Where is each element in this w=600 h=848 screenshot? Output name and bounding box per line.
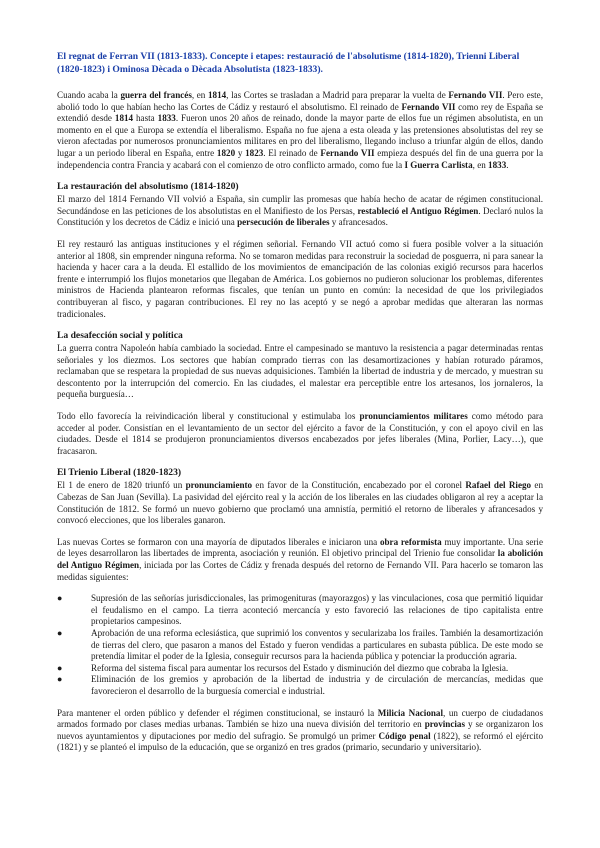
text-run: como método para acceder al poder. Consistían en el levantamiento de un sector del ejército a favor de la Constitución, y con el apoyo civil en las ciudades. Desde el 1814 se produjeron pronunciamientos diversos encabezados por jefes liberales (Mina, Porlier, Lacy…), que fracasaron.	[57, 411, 543, 456]
text-run: . El reinado de	[263, 147, 321, 158]
bullet-icon: ●	[57, 662, 63, 673]
document-title: El regnat de Ferran VII (1813-1833). Concepte i etapes: restauració de l'absolutisme (1814-1820), Trienni Liberal (1820-1823) i Ominosa Dècada o Dècada Absolutista (1823-1833).	[57, 51, 520, 75]
text-run: en Cabezas de San Juan (Sevilla). La pasividad del ejército real y la acción de los liberales en las ciudades obligaron al rey a aceptar la Constitución de 1812. Se formó un nuevo gobierno que proclamó una amnistía, permitió el retorno de liberales y afrancesados y convocó elecciones, que los liberales ganaron.	[57, 480, 543, 526]
bold-term: obra reformista	[379, 536, 442, 547]
bullet-icon: ●	[57, 674, 63, 685]
bold-term: Fernando VII	[401, 101, 456, 112]
bold-term: restableció el Antiguo Régimen	[357, 205, 479, 216]
section-paragraph	[57, 343, 543, 401]
section-paragraph	[57, 480, 543, 526]
bold-term: 1814	[114, 113, 134, 124]
bold-term: persecución de liberales	[237, 217, 330, 228]
list-item-text: Aprobación de una reforma eclesiástica, que suprimió los conventos y secularizaba los frailes. También la desamortización de tierras del clero, que pasaron a manos del Estado y fueron vendidas a particulares en subasta pública. De este modo se pretendía limitar el poder de la Iglesia, conseguir recursos para la hacienda pública y potenciar la producción agraria.	[91, 627, 543, 662]
bold-term: guerra del francés	[120, 90, 192, 100]
list-item	[57, 674, 543, 697]
list-item-text: Reforma del sistema fiscal para aumentar los recursos del Estado y disminución del diezmo que cobraba la Iglesia.	[91, 662, 509, 673]
text-run: y	[235, 147, 246, 158]
bold-term: 1820	[216, 147, 236, 158]
text-run: La guerra contra Napoleón había cambiado la sociedad. Entre el campesinado se mantuvo la resistencia a pagar determinadas rentas señoriales y los diezmos. Los sectores que habían comprado tierras con las desamortizaciones y habían roturado páramos, reclamaban que se respetara la propiedad de sus nuevas adquisiciones. También la libertad de industria y de mercado, y muestran su descontento por la interrupción del comercio. En las ciudades, el malestar era perceptible entre los artesanos, los jornaleros, la pequeña burguesía…	[57, 343, 543, 400]
section-heading: La restauración del absolutismo (1814-1820)	[57, 181, 239, 193]
text-run: . Fueron unos 20 años de reinado, donde la mayor parte de ellos fue un régimen absolutista, en un momento en el que a Europa se extendía el liberalismo. España no fue ajena a esta oleada y las pretensiones absolutistas del rey se vieron afectadas por numerosos pronunciamientos militares en pro del liberalismo, llegando incluso a triunfar algún de ellos, dando lugar a un periodo liberal en España, entre	[57, 113, 544, 158]
bold-term: la abolición del Antiguo Régimen	[57, 548, 543, 570]
bold-term: Código penal	[378, 730, 431, 741]
bold-term: provincias	[424, 719, 465, 730]
text-run: en favor de la Constitución, encabezado por el coronel	[252, 480, 466, 491]
bullet-icon: ●	[57, 593, 63, 604]
text-run: . Pero este, abolió todo lo que habían hecho las Cortes de Cádiz y restauró el absolutismo. El reinado de	[57, 90, 543, 112]
bold-term: 1823	[245, 147, 264, 158]
closing-paragraph	[57, 708, 543, 754]
text-run: como rey de España se extendió desde	[57, 101, 544, 124]
text-run: Cuando acaba la	[57, 90, 121, 100]
text-run: El marzo del 1814 Fernando VII volvió a España, sin cumplir las promesas que había hecho de acatar de régimen constitucional. Secundándose en las peticiones de los absolutistas en el Manifiesto de los Persas,	[57, 194, 543, 216]
text-run: . Declaró nulos la Constitución y los decretos de Cádiz e inició una	[57, 205, 544, 228]
text-run: , las Cortes se trasladan a Madrid para preparar la vuelta de	[226, 90, 449, 100]
bold-term: 1833	[157, 113, 176, 124]
text-run: , un cuerpo de ciudadanos armados formado por clases medias urbanas. También se hizo una nueva división del territorio en	[57, 707, 543, 730]
text-run: .	[506, 159, 509, 170]
text-run: Las nuevas Cortes se formaron con una mayoría de diputados liberales e iniciaron una	[57, 536, 380, 547]
list-item-text: Eliminación de los gremios y aprobación de la libertad de industria y de circulación de mercancías, medidas que favorecieron el desarrollo de la burguesía comercial e industrial.	[91, 674, 543, 696]
bold-term: Milicia Nacional	[377, 707, 443, 718]
section-paragraph	[57, 194, 543, 229]
text-run: , en	[472, 159, 489, 170]
section-paragraph	[57, 239, 543, 320]
bold-term: 1833	[488, 159, 507, 170]
list-item-text: Supresión de las señorías jurisdiccionales, las primogenituras (mayorazgos) y las vinculaciones, cosa que permitió liquidar el feudalismo en el campo. La tierra aconteció mercancía y esto favoreció las relaciones de tipo capitalista entre propietarios campesinos.	[91, 593, 543, 627]
text-run: El rey restauró las antiguas instituciones y el régimen señorial. Fernando VII actuó como si fuera posible volver a la situación anterior al 1808, sin emprender ninguna reforma. No se tomaron medidas para reconstruir la sociedad de posguerra, ni para sanear la hacienda y hacer cara a la deuda. El estallido de los movimientos de emancipación de las colonias exigió recursos para hacerlos frente e interrumpió los flujos monetarios que llegaban de América. Los gobiernos no pudieron solucionar los problemas, diferentes ministros de Hacienda plantearon reformas fiscales, que tenían un punto en común: la necesidad de que los privilegiados contribuyeran al fisco, y pagaran contribuciones. El rey no las aceptó y se negó a aprobar medidas que alteraran las normas tradicionales.	[57, 238, 543, 319]
text-run: , en	[191, 90, 208, 100]
text-run: El 1 de enero de 1820 triunfó un	[57, 480, 186, 491]
text-run: (1822), se reformó el ejército (1821) y se planteó el impulso de la educación, que se organizó en tres grados (primario, secundario y universitario).	[57, 730, 543, 753]
bold-term: Fernando VII	[448, 90, 503, 100]
text-run: y afrancesados.	[329, 217, 388, 228]
text-run: muy importante. Una serie de leyes desarrollaron las libertades de imprenta, asociación y reunión. El objetivo principal del Trienio fue consolidar	[57, 536, 543, 559]
bold-term: 1814	[207, 90, 227, 100]
list-item	[57, 593, 543, 628]
section-paragraph	[57, 411, 543, 457]
section-heading: El Trienio Liberal (1820-1823)	[57, 467, 182, 479]
bullet-icon: ●	[57, 627, 63, 638]
bold-term: pronunciamiento	[185, 480, 253, 491]
text-run: Para mantener el orden público y defender el régimen constitucional, se instauró la	[57, 707, 378, 718]
section-heading: La desafección social y política	[57, 330, 183, 342]
sections-container	[57, 181, 543, 754]
text-run: y se organizaron los nuevos ayuntamientos y diputaciones por medio del sufragio. Se promulgó un primer	[57, 719, 544, 741]
list-item	[57, 663, 543, 675]
bold-term: I Guerra Carlista	[404, 159, 473, 170]
text-run: hasta	[133, 113, 158, 124]
text-run: , iniciada por las Cortes de Cádiz y frenada después del retorno de Fernando VII. Para hacerlo se tomaron las medidas siguientes:	[57, 560, 543, 582]
bold-term: Fernando VII	[320, 147, 375, 158]
text-run: Todo ello favorecía la reivindicación liberal y constitucional y estimulaba los	[57, 411, 360, 422]
intro-paragraph	[57, 90, 543, 171]
measures-list	[57, 593, 543, 697]
list-item	[57, 628, 543, 663]
text-run: empieza después del fin de una guerra por la independencia contra Francia y acabará con el comienzo de otro conflicto armado, como fue la	[57, 147, 543, 170]
section-paragraph	[57, 537, 543, 583]
bold-term: pronunciamientos militares	[359, 411, 468, 422]
bold-term: Rafael del Riego	[465, 480, 532, 491]
